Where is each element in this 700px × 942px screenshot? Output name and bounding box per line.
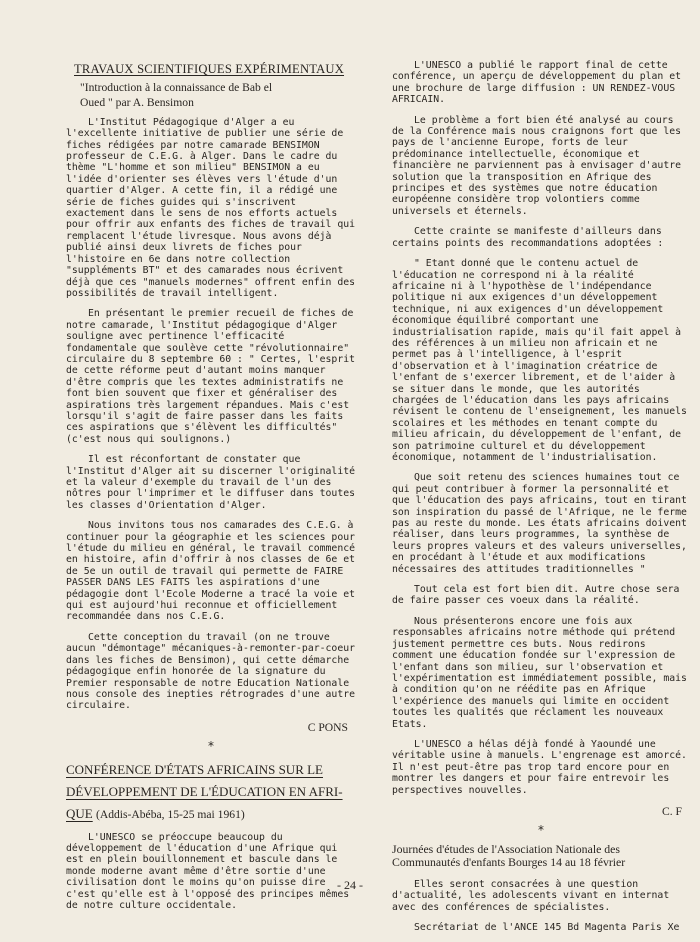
separator-star: * — [537, 823, 545, 838]
conference-title — [66, 759, 356, 826]
separator-star: * — [207, 739, 215, 754]
paragraph: L'UNESCO a hélas déjà fondé à Yaoundé une véritable usine à manuels. L'engrenage est amorcé. Il n'est peut-être pas trop tard encore pour en montrer les dangers et pour faire entrevoir les perspectives nouvelles. — [392, 738, 687, 796]
paragraph: Cette conception du travail (on ne trouve aucun "démontage" mécaniques-à-remonter-par-coeur dans les fiches de Bensimon), qui cette démarche pédagogique enfin honorée de la signature du Premier responsable de notre Education Nationale nous console des inepties rétrogrades d'une autre circulaire. — [66, 631, 356, 712]
right-column — [392, 60, 690, 942]
paragraph: Nous présenterons encore une fois aux responsables africains notre méthode qui prétend justement permettre ces buts. Nous redirons comment une éducation fondée sur l'expression de l'enfant dans son milieu, sur l'observation et l'expérimentation est immédiatement possible, mais à condition qu'on ne réédite pas en Afrique l'expérience des manuels qui limite en occident toutes les qualités que réclament les nouveaux Etats. — [392, 615, 687, 730]
conference-title-line2: DÉVELOPPEMENT DE L'ÉDUCATION EN AFRI- — [66, 783, 343, 799]
journees-title: Journées d'études de l'Association Nationale des Communautés d'enfants Bourges 14 au 18 février — [392, 841, 626, 869]
address: Secrétariat de l'ANCE 145 Bd Magenta Paris Xe — [414, 922, 680, 933]
paragraph: Tout cela est fort bien dit. Autre chose sera de faire passer ces voeux dans la réalité. — [392, 584, 680, 607]
paragraph: L'UNESCO a publié le rapport final de cette conférence, un aperçu de développement du plan et une brochure de large diffusion : UN RENDEZ-VOUS AFRICAIN. — [392, 60, 682, 106]
article-subtitle-line2: Oued " par A. Bensimon — [80, 96, 194, 110]
signature: C PONS — [307, 720, 348, 734]
conference-title-line3: QUE — [66, 805, 93, 821]
paragraph: Cette crainte se manifeste d'ailleurs dans certains points des recommandations adoptées : — [392, 226, 664, 249]
paragraph: L'Institut Pédagogique d'Alger a eu l'excellente initiative de publier une série de fiches rédigées par notre camarade BENSIMON professeur de C.E.G. à Alger. Dans le cadre du thème "L'homme et son milieu" BENSIMON a eu l'idée d'orienter ses élèves vers l'étude d'un quartier d'Alger. A cette fin, il a rédigé une série de fiches guides qui s'inscrivent exactement dans le sens de nos efforts actuels pour offrir aux enfants des fiches de travail qui remplacent l'étude livresque. Nous avons déjà publié ainsi deux livrets de fiches pour l'histoire en 6e dans notre collection "suppléments BT" et des camarades nous écrivent déjà que ces "manuels modernes" offrent enfin des possibilités de travail intelligent. — [66, 116, 356, 299]
signature: C. F — [662, 804, 682, 818]
paragraph: En présentant le premier recueil de fiches de notre camarade, l'Institut pédagogique d'Alger souligne avec pertinence l'efficacité fondamentale que soulève cette "révolutionnaire" circulaire du 8 septembre 60 : " Certes, l'esprit de cette réforme peut d'autant moins manquer d'être compris que les textes administratifs ne font bien souvent que fixer et généraliser des aspirations très largement répandues. Mais c'est lorsqu'il s'agit de faire passer dans les faits ces aspirations que s'élèvent les difficultés" (c'est nous qui soulignons.) — [66, 308, 356, 445]
paragraph: Le problème a fort bien été analysé au cours de la Conférence mais nous craignons fort que les pays de l'ancienne Europe, forts de leur prédominance intellectuelle, économique et financière ne parviennent pas à envisager d'autre solution que la transposition en Afrique des principes et des systèmes que notre éducation européenne considère trop volontiers comme universels et éternels. — [392, 114, 682, 217]
conference-title-line1: CONFÉRENCE D'ÉTATS AFRICAINS SUR LE — [66, 761, 323, 777]
paragraph: Il est réconfortant de constater que l'Institut d'Alger ait su discerner l'originalité et la valeur d'exemple du travail de l'un des nôtres pour l'imprimer et le diffuser dans toutes les classes d'Orientation d'Alger. — [66, 454, 356, 511]
article-subtitle-line1: "Introduction à la connaissance de Bab el — [80, 81, 273, 95]
paragraph: L'UNESCO se préoccupe beaucoup du développement de l'éducation d'une Afrique qui est en plein bouillonnement et bascule dans le monde moderne avant même d'être sortie d'une civilisation dont le moins qu'on puisse dire c'est qu'elle est à l'opposé des principes mêmes de notre culture occidentale. — [66, 831, 350, 911]
quotation: " Etant donné que le contenu actuel de l'éducation ne correspond ni à la réalité africaine ni à l'hypothèse de l'indépendance politique ni aux exigences d'un développement technique, ni aux exigences d'un développement économique équilibré comportant une industrialisation rapide, mais qu'il fait appel à des références à un milieu non africain et ne permet pas à l'intelligence, à l'esprit d'observation et à l'imagination créatrice de l'enfant de s'exercer librement, et de l'aider à se situer dans le monde, que les autorités chargées de l'éducation dans les pays africains révisent le contenu de l'enseignement, les manuels scolaires et les méthodes en tenant compte du milieu africain, du développement de l'enfant, de son patrimoine culturel et du développement économique, notamment de l'industrialisation. — [392, 258, 687, 463]
conference-date: (Addis-Abéba, 15-25 mai 1961) — [95, 807, 245, 821]
left-column — [66, 60, 356, 920]
quotation: Que soit retenu des sciences humaines tout ce qui peut contribuer à former la personnalité et que l'éducation des pays africains, tout en tirant son inspiration du passé de l'Afrique, ne le ferme pas au reste du monde. Les états africains doivent réaliser, dans leurs programmes, la synthèse de leurs propres valeurs et des valeurs universelles, en procédant à l'étude et aux modifications nécessaires des attitudes traditionnelles " — [392, 472, 687, 575]
section-title: TRAVAUX SCIENTIFIQUES EXPÉRIMENTAUX — [74, 62, 345, 76]
page-number: - 24 - — [337, 878, 363, 892]
paragraph: Nous invitons tous nos camarades des C.E.G. à continuer pour la géographie et les sciences pour l'étude du milieu en général, le travail commencé en histoire, afin d'offrir à nos classes de 6e et de 5e un outil de travail qui permette de FAIRE PASSER DANS LES FAITS les aspirations d'une pédagogie dont l'Ecole Moderne a tracé la voie et qui est aujourd'hui reconnue et officiellement recommandée dans nos C.E.G. — [66, 520, 356, 623]
paragraph: Elles seront consacrées à une question d'actualité, les adolescents vivant en internat avec des conférences de spécialistes. — [392, 878, 670, 913]
